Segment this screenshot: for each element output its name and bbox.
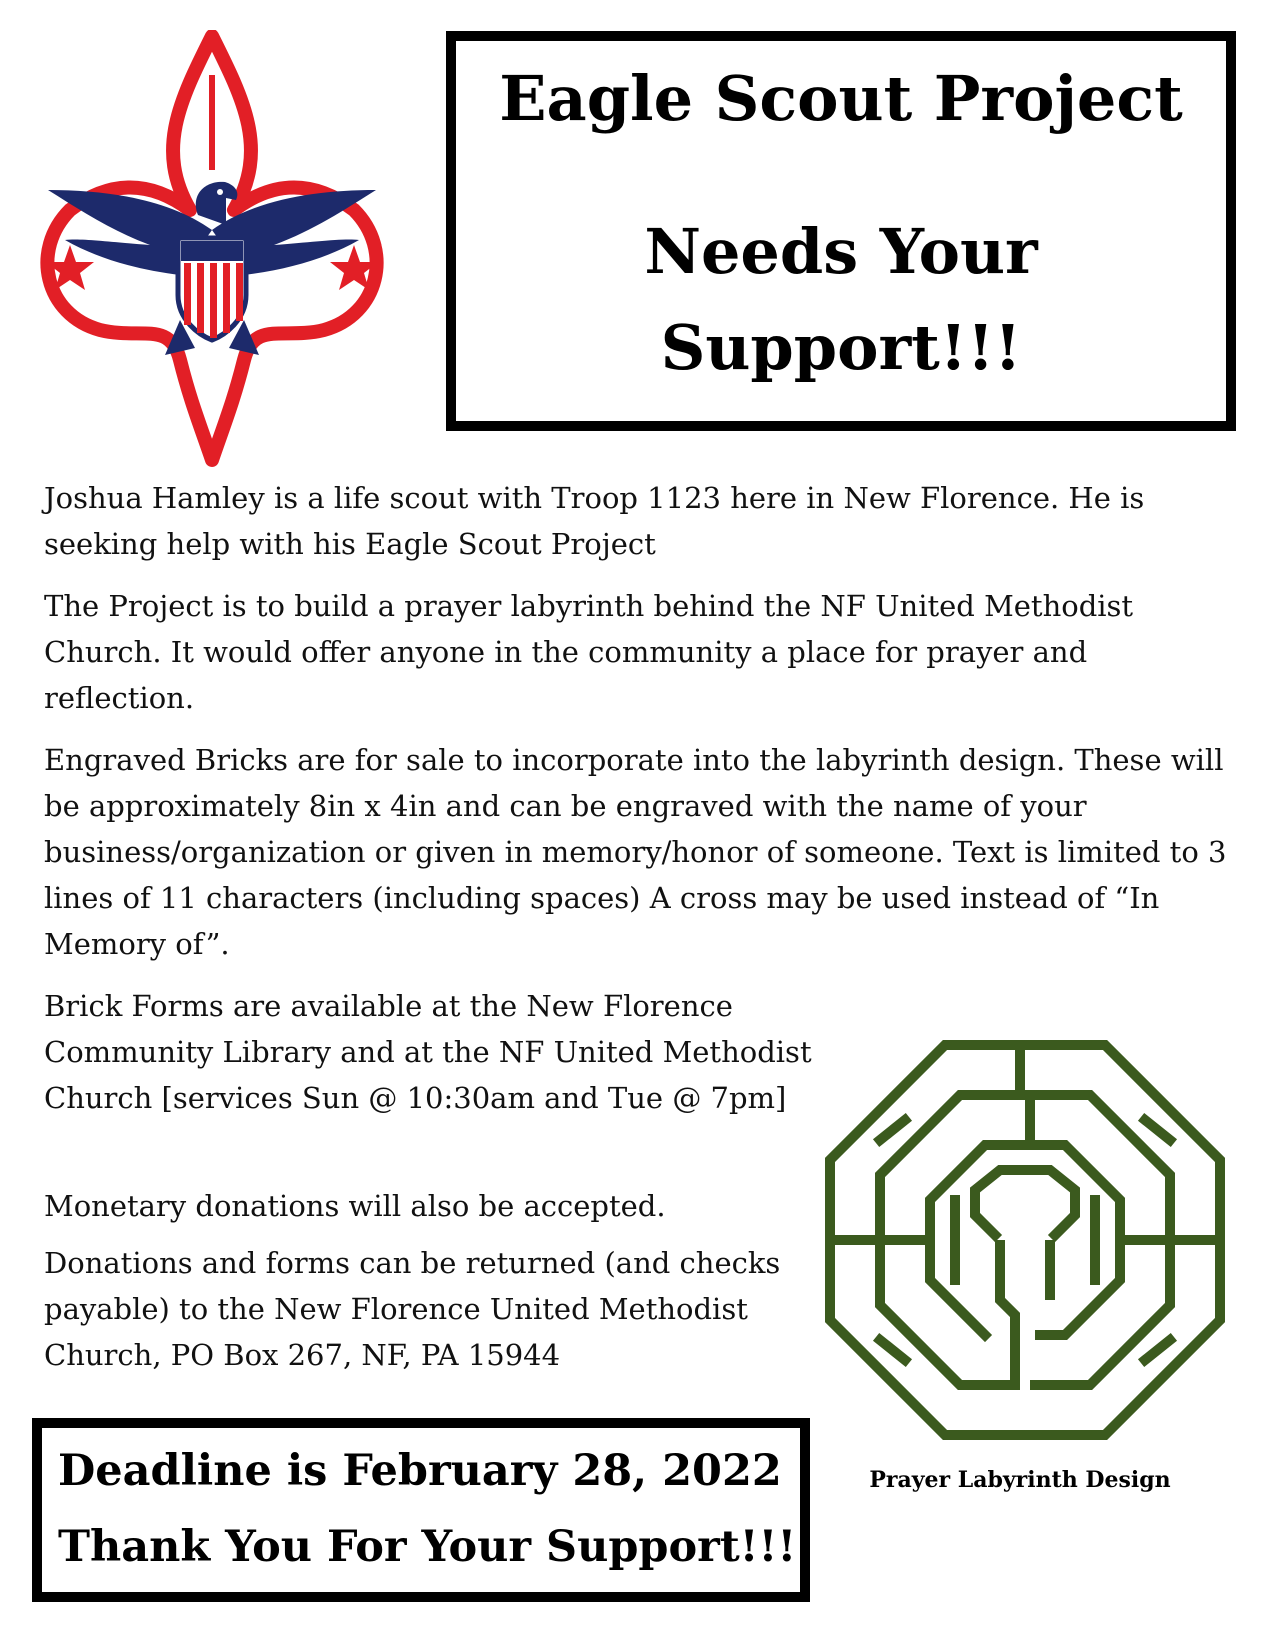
title-box (446, 31, 1236, 431)
labyrinth-caption: Prayer Labyrinth Design (869, 1467, 1171, 1493)
donations-paragraph: Monetary donations will also be accepted. (44, 1189, 666, 1223)
intro-paragraph: Joshua Hamley is a life scout with Troop 1123 here in New Florence. He is seeking help with his Eagle Scout Project (44, 481, 1145, 561)
labyrinth-icon (825, 1040, 1225, 1440)
page-subtitle-line2: Support!!! (660, 311, 1022, 384)
deadline-text: Deadline is February 28, 2022 (58, 1446, 782, 1496)
scouts-emblem-icon (30, 30, 420, 470)
thanks-text: Thank You For Your Support!!! (58, 1522, 797, 1572)
bricks-paragraph: Engraved Bricks are for sale to incorporate into the labyrinth design. These will be approximately 8in x 4in and can be engraved with the name of your business/organization or given in memory/honor of someone. Text is limited to 3 lines of 11 characters (including spaces) A cross may be used instead of “In Memory of”. (44, 743, 1227, 961)
forms-paragraph: Brick Forms are available at the New Florence Community Library and at the NF United Methodist Church [services Sun @ 10:30am and Tue @ 7pm] (44, 989, 812, 1115)
page-subtitle-line1: Needs Your (644, 215, 1038, 288)
footer-box (32, 1418, 810, 1602)
return-paragraph: Donations and forms can be returned (and checks payable) to the New Florence United Methodist Church, PO Box 267, NF, PA 15944 (44, 1246, 781, 1372)
page-title: Eagle Scout Project (499, 62, 1183, 135)
project-paragraph: The Project is to build a prayer labyrinth behind the NF United Methodist Church. It would offer anyone in the community a place for prayer and reflection. (44, 589, 1134, 715)
